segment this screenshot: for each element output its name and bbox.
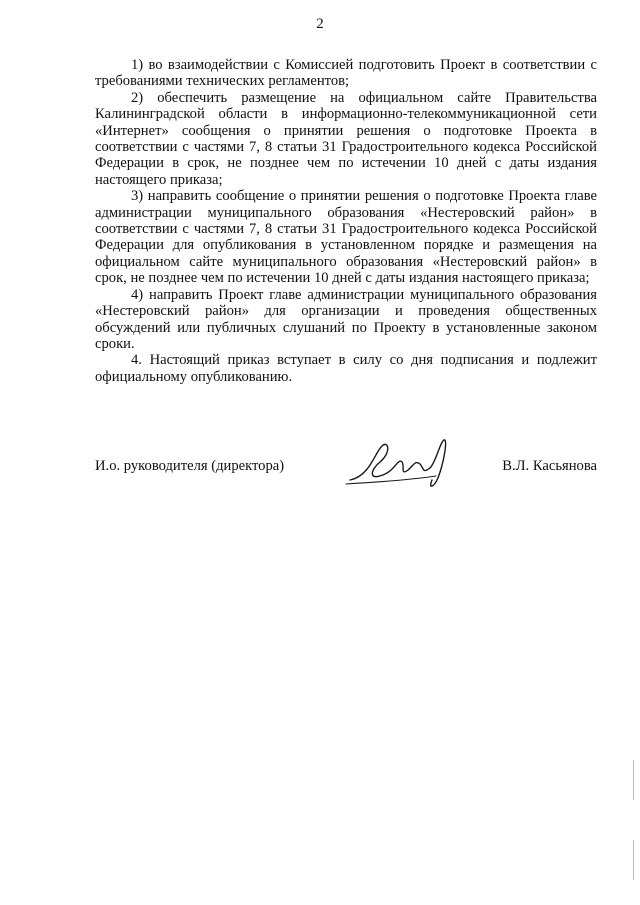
paragraph-1: 1) во взаимодействии с Комиссией подготовить Проект в соответствии с требованиями технических регламентов; xyxy=(95,57,597,90)
document-body xyxy=(95,57,597,385)
scan-edge-mark xyxy=(633,760,634,800)
signer-name: В.Л. Касьянова xyxy=(502,458,597,474)
scan-edge-mark xyxy=(633,840,634,880)
handwritten-signature xyxy=(340,432,460,492)
page-number: 2 xyxy=(316,16,324,32)
paragraph-5: 4. Настоящий приказ вступает в силу со дня подписания и подлежит официальному опубликованию. xyxy=(95,352,597,385)
signature-block xyxy=(95,440,597,500)
signer-title: И.о. руководителя (директора) xyxy=(95,458,285,474)
paragraph-3: 3) направить сообщение о принятии решения о подготовке Проекта главе администрации муниципального образования «Нестеровский район» в соответствии с частями 7, 8 статьи 31 Градостроительного кодекса Российской Федерации для опубликования в установленном порядке и размещения на официальном сайте муниципального образования «Нестеровский район» в срок, не позднее чем по истечении 10 дней с даты издания настоящего приказа; xyxy=(95,188,597,287)
paragraph-4: 4) направить Проект главе администрации муниципального образования «Нестеровский район» для организации и проведения общественных обсуждений или публичных слушаний по Проекту в установленные законом сроки. xyxy=(95,286,597,352)
paragraph-2: 2) обеспечить размещение на официальном сайте Правительства Калининградской области в информационно-телекоммуникационной сети «Интернет» сообщения о принятии решения о подготовке Проекта в соответствии с частями 7, 8 статьи 31 Градостроительного кодекса Российской Федерации в срок, не позднее чем по истечении 10 дней с даты издания настоящего приказа; xyxy=(95,89,597,188)
